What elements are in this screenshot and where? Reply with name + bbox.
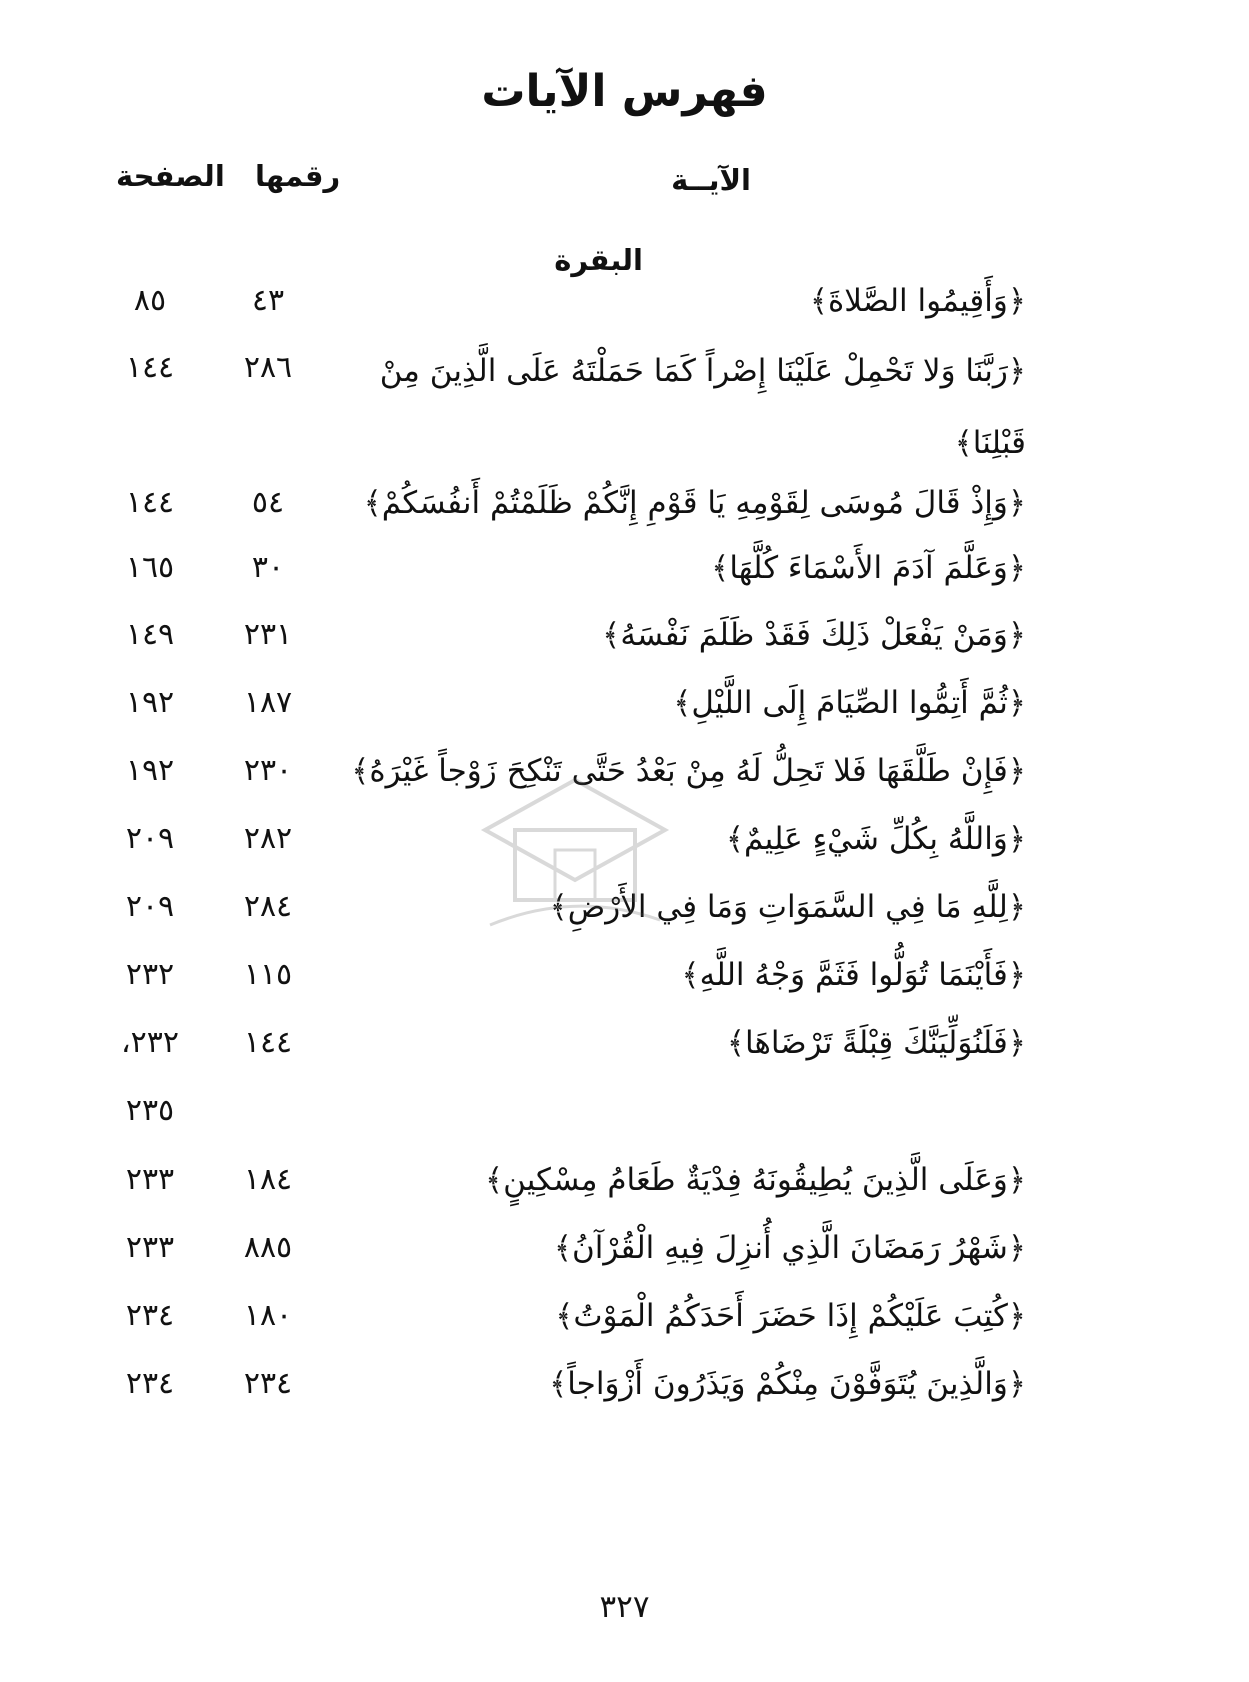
verse-text: ﴿فَإِنْ طَلَّقَهَا فَلا تَحِلُّ لَهُ مِنْ بَعْدُ حَتَّى تَنْكِحَ زَوْجاً غَيْرَهُ﴾ <box>351 753 1026 789</box>
verse-text: ﴿وَأَقِيمُوا الصَّلاةَ﴾ <box>809 283 1026 319</box>
verse-number: ٢٣٤ <box>243 1366 293 1401</box>
index-row <box>0 1215 1249 1285</box>
page-ref: ٢٣٤ <box>125 1366 175 1401</box>
page-ref: ٢٣٣ <box>125 1230 175 1265</box>
verse-number: ٨٨٥ <box>243 1230 293 1265</box>
verse-number: ٢٨٢ <box>243 821 293 856</box>
verse-number: ١٤٤ <box>243 1025 293 1060</box>
surah-heading: البقرة <box>554 243 643 277</box>
index-row <box>0 335 1249 475</box>
header-verse: الآيــة <box>671 163 751 197</box>
page-ref: ١٩٢ <box>125 685 175 720</box>
page-ref: ٢٠٩ <box>125 821 175 856</box>
index-row <box>0 670 1249 740</box>
page-ref: ٢٣٢ <box>125 957 175 992</box>
verse-number: ٢٣٠ <box>243 753 293 788</box>
index-row <box>0 470 1249 540</box>
page-ref: ١٩٢ <box>125 753 175 788</box>
page-number: ٣٢٧ <box>599 1589 650 1625</box>
page-ref: ١٤٩ <box>125 617 175 652</box>
page-ref-continued: ٢٣٥ <box>125 1093 175 1128</box>
index-row <box>0 535 1249 605</box>
index-row <box>0 1351 1249 1421</box>
verse-number: ١٨٧ <box>243 685 293 720</box>
page-ref: ٨٥ <box>133 283 167 318</box>
index-row <box>0 942 1249 1012</box>
index-row <box>0 1147 1249 1217</box>
verse-text: ﴿فَأَيْنَمَا تُوَلُّوا فَثَمَّ وَجْهُ اللَّهِ﴾ <box>681 957 1026 993</box>
verse-text: ﴿فَلَنُوَلِّيَنَّكَ قِبْلَةً تَرْضَاهَا﴾ <box>726 1025 1026 1061</box>
verse-text: ﴿وَعَلَى الَّذِينَ يُطِيقُونَهُ فِدْيَةٌ طَعَامُ مِسْكِينٍ﴾ <box>484 1162 1026 1198</box>
page-ref: ١٤٤ <box>125 485 175 520</box>
page-ref: ٢٣٤ <box>125 1298 175 1333</box>
verse-number: ٢٣١ <box>243 617 293 652</box>
verse-number: ٣٠ <box>251 550 285 585</box>
header-page: الصفحة <box>116 159 225 193</box>
verse-text: ﴿شَهْرُ رَمَضَانَ الَّذِي أُنزِلَ فِيهِ الْقُرْآنُ﴾ <box>553 1230 1026 1266</box>
page-title: فهرس الآيات <box>481 66 768 117</box>
page-ref: ٢٣٢، <box>120 1025 180 1060</box>
page-ref: ٢٠٩ <box>125 889 175 924</box>
verse-number: ١١٥ <box>243 957 293 992</box>
verse-text: ﴿ثُمَّ أَتِمُّوا الصِّيَامَ إِلَى اللَّيْلِ﴾ <box>673 685 1026 721</box>
verse-number: ١٨٤ <box>243 1162 293 1197</box>
verse-number: ٥٤ <box>251 485 285 520</box>
verse-text: ﴿وَإِذْ قَالَ مُوسَى لِقَوْمِهِ يَا قَوْمِ إِنَّكُمْ ظَلَمْتُمْ أَنفُسَكُمْ﴾ <box>363 485 1026 521</box>
page-ref: ١٤٤ <box>125 350 175 385</box>
index-row <box>0 268 1249 338</box>
verse-number: ١٨٠ <box>243 1298 293 1333</box>
verse-text: ﴿وَالَّذِينَ يُتَوَفَّوْنَ مِنْكُمْ وَيَذَرُونَ أَزْوَاجاً﴾ <box>549 1366 1026 1402</box>
verse-number: ٢٨٤ <box>243 889 293 924</box>
verse-text: ﴿رَبَّنَا وَلا تَحْمِلْ عَلَيْنَا إِصْراً كَمَا حَمَلْتَهُ عَلَى الَّذِينَ مِنْ قَبْلِنَا﴾ <box>379 353 1026 461</box>
verse-text: ﴿وَعَلَّمَ آدَمَ الأَسْمَاءَ كُلَّهَا﴾ <box>711 550 1026 586</box>
verse-text: ﴿كُتِبَ عَلَيْكُمْ إِذَا حَضَرَ أَحَدَكُمُ الْمَوْتُ﴾ <box>555 1298 1026 1334</box>
index-row <box>0 1283 1249 1353</box>
verse-text: ﴿لِلَّهِ مَا فِي السَّمَوَاتِ وَمَا فِي الأَرْضِ﴾ <box>549 889 1026 925</box>
verse-text: ﴿وَمَنْ يَفْعَلْ ذَلِكَ فَقَدْ ظَلَمَ نَفْسَهُ﴾ <box>602 617 1026 653</box>
index-row <box>0 602 1249 672</box>
index-row <box>0 1010 1249 1150</box>
verse-text: ﴿وَاللَّهُ بِكُلِّ شَيْءٍ عَلِيمٌ﴾ <box>725 821 1026 857</box>
verse-number: ٤٣ <box>251 283 285 318</box>
header-number: رقمها <box>255 159 341 193</box>
page-ref: ١٦٥ <box>125 550 175 585</box>
verse-number: ٢٨٦ <box>243 350 293 385</box>
watermark-logo <box>470 770 680 940</box>
page-ref: ٢٣٣ <box>125 1162 175 1197</box>
